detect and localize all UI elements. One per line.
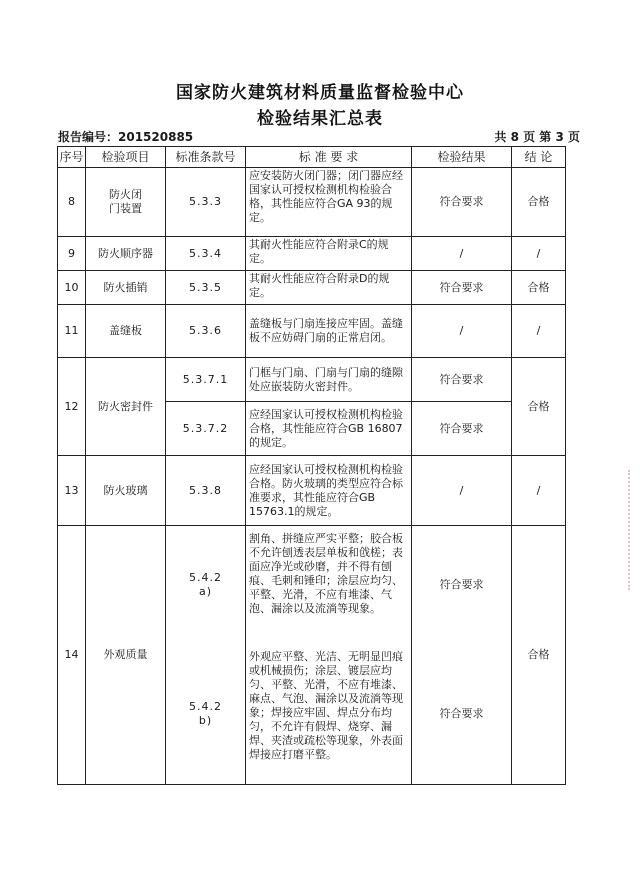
standard-clause: 5.3.7.1	[166, 358, 246, 402]
row-number: 13	[58, 456, 86, 526]
inspection-item: 盖缝板	[86, 305, 166, 358]
conclusion: 合格	[512, 168, 566, 237]
standard-requirement: 盖缝板与门扇连接应牢固。盖缝板不应妨碍门扇的正常启闭。	[246, 305, 412, 358]
inspection-result: /	[412, 237, 512, 271]
seal-stamp-edge	[628, 470, 640, 590]
standard-requirement: 割角、拼缝应严实平整；胶合板不允许刨透表层单板和戗槎；表面应净光或砂磨，并不得有刨痕、毛刺和锤印；涂层应均匀、平整、光滑，不应有堆漆、气泡、漏涂以及流淌等现象。	[246, 526, 412, 644]
row-number: 12	[58, 358, 86, 456]
table-row	[58, 305, 566, 358]
standard-clause: 5.3.3	[166, 168, 246, 237]
standard-requirement: 其耐火性能应符合附录C的规定。	[246, 237, 412, 271]
standard-requirement: 外观应平整、光洁、无明显凹痕或机械损伤；涂层、镀层应均匀、平整、光滑，不应有堆漆、麻点、气泡、漏涂以及流淌等现象；焊接应牢固、焊点分布均匀，不允许有假焊、烧穿、漏焊、夹渣或疏松等现象，外表面焊接应打磨平整。	[246, 644, 412, 785]
standard-clause: 5.4.2 a)	[189, 571, 222, 598]
inspection-item: 外观质量	[86, 526, 166, 785]
inspection-result: 符合要求	[412, 644, 512, 785]
conclusion: 合格	[512, 271, 566, 305]
standard-clause: 5.3.8	[166, 456, 246, 526]
page-info: 共 8 页 第 3 页	[494, 130, 580, 144]
table-row	[58, 271, 566, 305]
conclusion: /	[512, 305, 566, 358]
inspection-result: /	[412, 456, 512, 526]
standard-clause: 5.3.4	[166, 237, 246, 271]
col-header-no: 序号	[58, 147, 86, 168]
table-row	[58, 237, 566, 271]
inspection-item: 防火密封件	[86, 358, 166, 456]
inspection-result: 符合要求	[412, 168, 512, 237]
conclusion: /	[512, 237, 566, 271]
conclusion: 合格	[512, 358, 566, 456]
col-header-item: 检验项目	[86, 147, 166, 168]
table-row	[58, 526, 566, 644]
inspection-result: 符合要求	[412, 271, 512, 305]
row-number: 14	[58, 526, 86, 785]
inspection-result: /	[412, 305, 512, 358]
standard-clause: 5.3.5	[166, 271, 246, 305]
inspection-item: 防火插销	[86, 271, 166, 305]
table-row	[58, 358, 566, 402]
row-number: 9	[58, 237, 86, 271]
document-subtitle: 检验结果汇总表	[257, 109, 383, 129]
document-title: 国家防火建筑材料质量监督检验中心	[176, 83, 464, 103]
inspection-result: 符合要求	[412, 402, 512, 456]
results-table	[57, 146, 566, 785]
standard-clause-group	[166, 526, 246, 785]
standard-requirement: 应经国家认可授权检测机构检验合格，其性能应符合GB 16807的规定。	[246, 402, 412, 456]
col-header-result: 检验结果	[412, 147, 512, 168]
standard-requirement: 门框与门扇、门扇与门扇的缝隙处应嵌装防火密封件。	[246, 358, 412, 402]
col-header-requirement: 标 准 要 求	[246, 147, 412, 168]
inspection-result: 符合要求	[412, 526, 512, 644]
table-row	[58, 456, 566, 526]
standard-requirement: 应经国家认可授权检测机构检验合格。防火玻璃的类型应符合标准要求，其性能应符合GB 15763.1的规定。	[246, 456, 412, 526]
row-number: 8	[58, 168, 86, 237]
row-number: 11	[58, 305, 86, 358]
inspection-item: 防火顺序器	[86, 237, 166, 271]
report-number: 报告编号：201520885	[58, 130, 194, 144]
table-header-row	[58, 147, 566, 168]
col-header-clause: 标准条款号	[166, 147, 246, 168]
standard-requirement: 其耐火性能应符合附录D的规定。	[246, 271, 412, 305]
conclusion: /	[512, 456, 566, 526]
table-row	[58, 168, 566, 237]
col-header-conclusion: 结 论	[512, 147, 566, 168]
inspection-item: 防火玻璃	[86, 456, 166, 526]
inspection-result: 符合要求	[412, 358, 512, 402]
standard-clause: 5.3.6	[166, 305, 246, 358]
row-number: 10	[58, 271, 86, 305]
inspection-item: 防火闭 门装置	[86, 168, 166, 237]
standard-clause: 5.3.7.2	[166, 402, 246, 456]
conclusion: 合格	[512, 526, 566, 785]
standard-requirement: 应安装防火闭门器；闭门器应经国家认可授权检测机构检验合格，其性能应符合GA 93的规定。	[246, 168, 412, 237]
standard-clause: 5.4.2 b)	[189, 700, 222, 727]
